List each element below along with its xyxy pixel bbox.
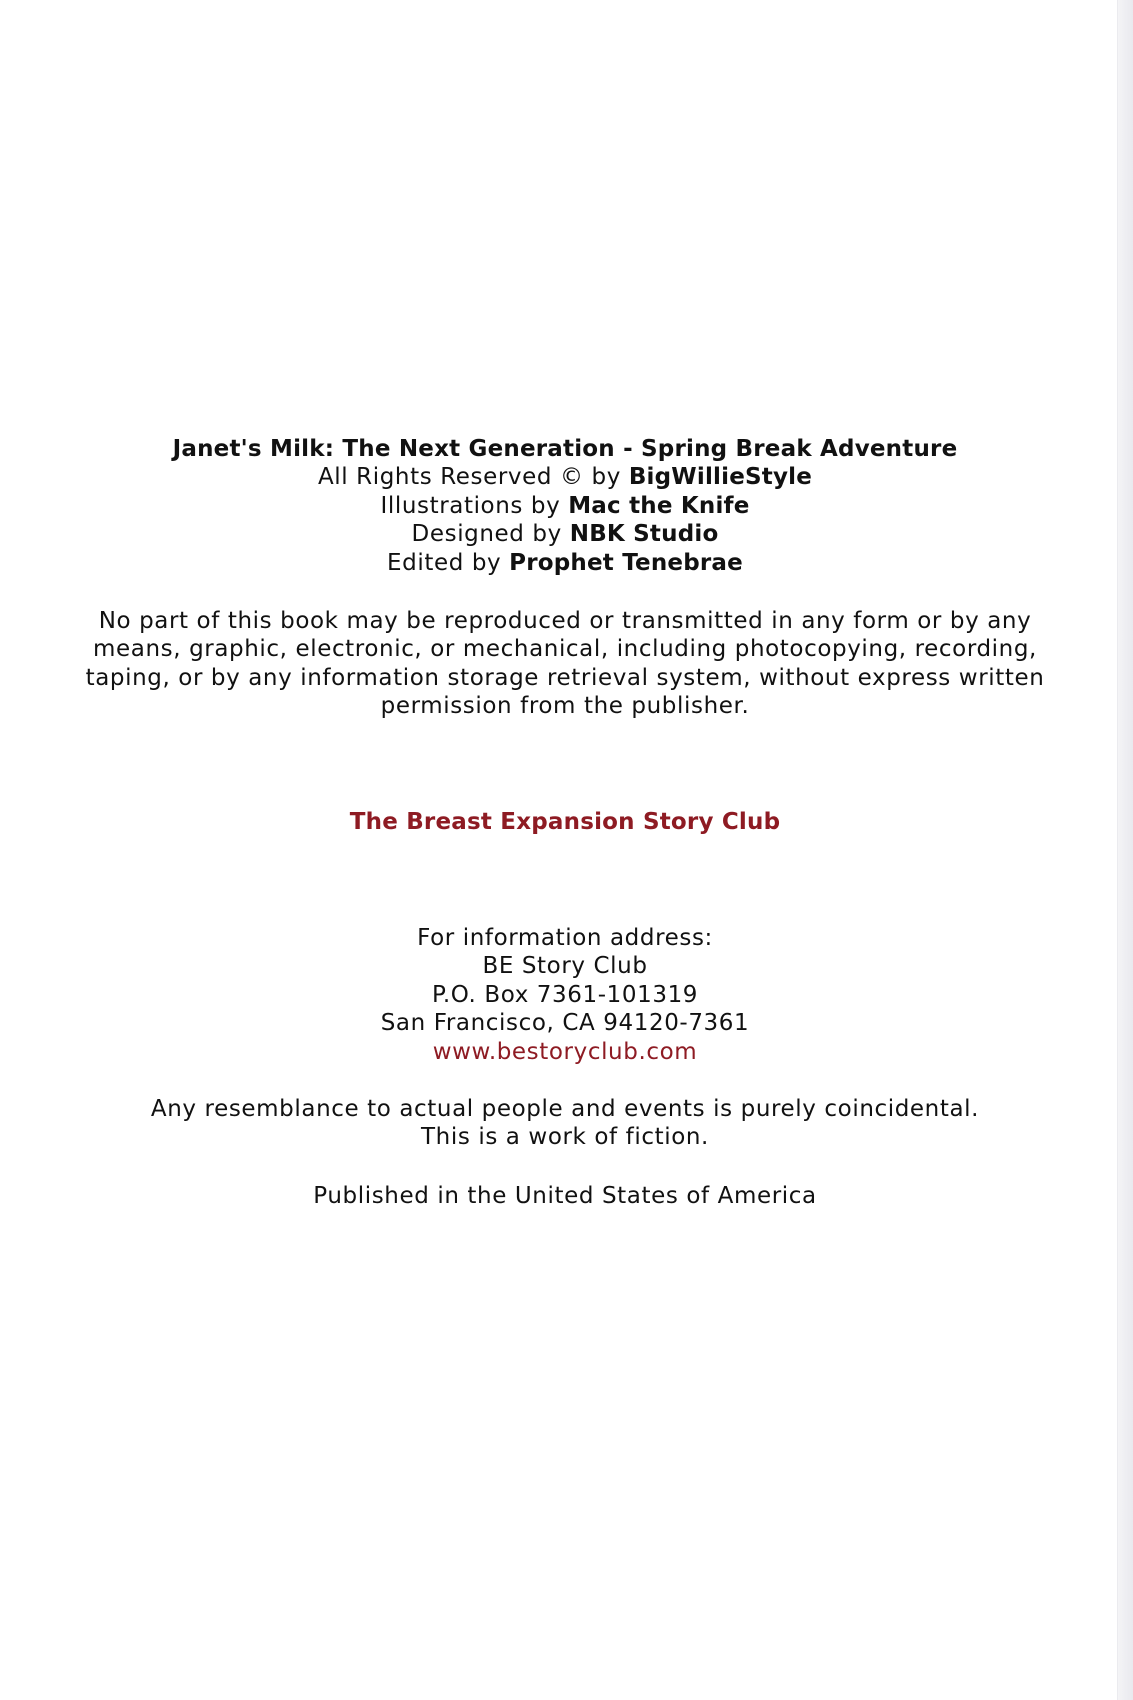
- credits-block: [0, 435, 1130, 577]
- illustrator-name: Mac the Knife: [568, 492, 750, 519]
- illustrations-line: [0, 492, 1130, 520]
- legal-notice: [0, 607, 1130, 721]
- website-link[interactable]: www.bestoryclub.com: [432, 1038, 698, 1065]
- book-title: Janet's Milk: The Next Generation - Spring Break Adventure: [172, 436, 958, 462]
- disclaimer-line: This is a work of fiction.: [421, 1124, 709, 1151]
- address-city: San Francisco, CA 94120-7361: [380, 1010, 750, 1037]
- page-edge: [1117, 0, 1133, 1700]
- published-line: Published in the United States of America: [313, 1183, 817, 1209]
- rights-prefix: All Rights Reserved © by: [317, 464, 629, 491]
- design-line: [0, 520, 1130, 548]
- published-block: [0, 1182, 1130, 1210]
- address-heading: For information address:: [417, 925, 713, 951]
- designer-name: NBK Studio: [569, 521, 719, 548]
- editor-name: Prophet Tenebrae: [509, 549, 743, 576]
- rights-line: [0, 463, 1130, 491]
- legal-line: permission from the publisher.: [380, 693, 750, 720]
- legal-line: means, graphic, electronic, or mechanical, including photocopying, recording,: [93, 636, 1037, 663]
- illustrations-prefix: Illustrations by: [380, 492, 569, 519]
- disclaimer-block: [0, 1095, 1130, 1152]
- publisher-block: [0, 808, 1130, 836]
- disclaimer-line: Any resemblance to actual people and events is purely coincidental.: [150, 1096, 980, 1122]
- address-block: [0, 924, 1130, 1066]
- edit-prefix: Edited by: [387, 549, 510, 576]
- design-prefix: Designed by: [411, 521, 570, 548]
- edit-line: [0, 549, 1130, 577]
- address-org: BE Story Club: [482, 953, 648, 980]
- address-po-box: P.O. Box 7361-101319: [431, 981, 699, 1008]
- legal-line: taping, or by any information storage retrieval system, without express written: [85, 664, 1045, 691]
- author-name: BigWillieStyle: [628, 464, 813, 491]
- legal-line: No part of this book may be reproduced or transmitted in any form or by any: [98, 608, 1032, 634]
- publisher-name: The Breast Expansion Story Club: [349, 809, 781, 835]
